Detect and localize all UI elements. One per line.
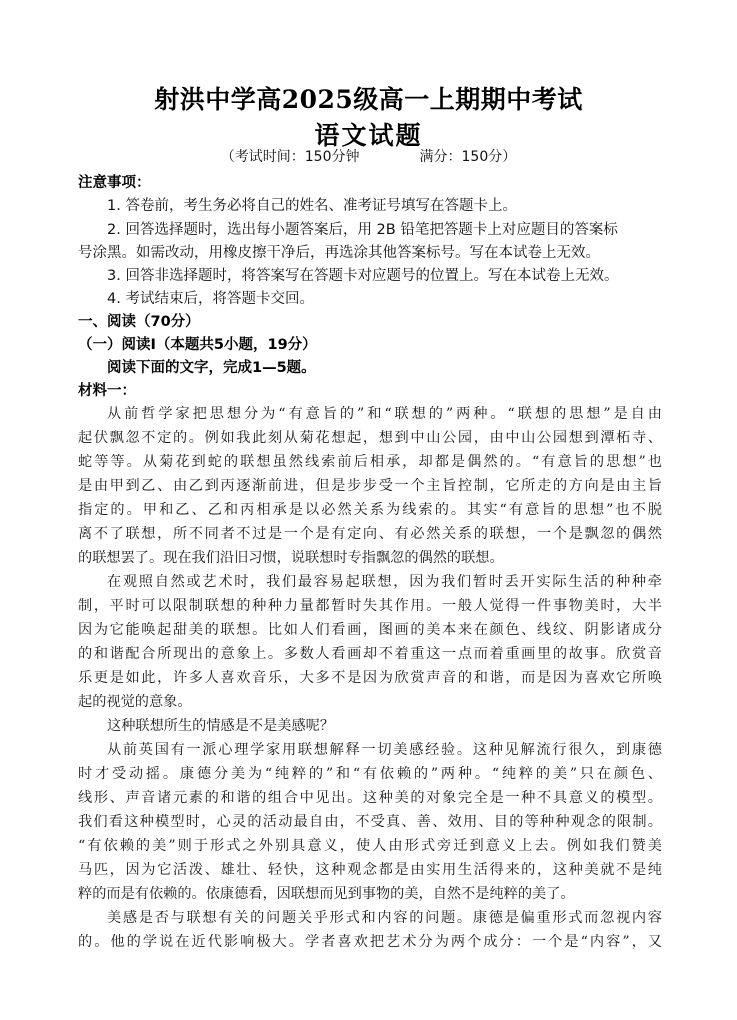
- passage-line: 线形、声音诸元素的和谐的组合中见出。这种美的对象完全是一种不具意义的模型。: [78, 790, 662, 806]
- exam-meta: [0, 146, 737, 166]
- passage-line: 这种联想所生的情感是不是美感呢？: [107, 718, 335, 734]
- notes-heading: 注意事项：: [78, 175, 151, 191]
- passage-line: 马匹，因为它活泼、雄壮、轻快，这种观念都是由实用生活得来的，这种美就不是纯: [78, 862, 662, 878]
- passage-line: 因为它能唤起甜美的联想。比如人们看画，图画的美本来在颜色、线纹、阴影诸成分: [78, 622, 662, 638]
- passage-line: 乐更是如此，许多人喜欢音乐，大多不是因为欣赏声音的和谐，而是因为喜欢它所唤: [78, 670, 662, 686]
- passage-line: 的联想罢了。现在我们沿旧习惯，说联想时专指飘忽的偶然的联想。: [78, 550, 504, 566]
- passage-line: 是由甲到乙、由乙到丙逐渐前进，但是步步受一个主旨控制，它所走的方向是由主旨: [78, 478, 662, 494]
- passage-line: 蛇等等。从菊花到蛇的联想虽然线索前后相承，却都是偶然的。“有意旨的思想”也: [78, 454, 662, 470]
- section-heading: 一、阅读（70分）: [78, 314, 200, 330]
- exam-score: 满分：150分）: [419, 149, 517, 165]
- passage-line: 时才受动摇。康德分美为“纯粹的”和“有依赖的”两种。“纯粹的美”只在颜色、: [78, 766, 662, 782]
- passage-line: 的和谐配合所现出的意象上。多数人看画却不着重这一点而着重画里的故事。欣赏音: [78, 646, 662, 662]
- passage-line: 起伏飘忽不定的。例如我此刻从菊花想起，想到中山公园，由中山公园想到潭柘寺、: [78, 430, 662, 446]
- passage-line: 我们看这种模型时，心灵的活动最自由，不受真、善、效用、目的等种种观念的限制。: [78, 814, 662, 830]
- note-item: 2. 回答选择题时，选出每小题答案后，用 2B 铅笔把答题卡上对应题目的答案标: [107, 222, 618, 238]
- passage-line: 离不了联想，所不同者不过是一个是有定向、有必然关系的联想，一个是飘忽的偶然: [78, 526, 662, 542]
- exam-subtitle: 语文试题: [314, 121, 423, 150]
- exam-time: （考试时间：150分钟: [220, 149, 360, 165]
- passage-line: 指定的。甲和乙、乙和丙相承是以必然关系为线索的。其实“有意旨的思想”也不脱: [78, 502, 662, 518]
- passage-line: 起的视觉的意象。: [78, 694, 192, 710]
- passage-line: 制，平时可以限制联想的种种力量都暂时失其作用。一般人觉得一件事物美时，大半: [78, 598, 662, 614]
- passage-line: 从前哲学家把思想分为“有意旨的”和“联想的”两种。“联想的思想”是自由: [107, 406, 662, 422]
- instruction: 阅读下面的文字，完成1—5题。: [107, 360, 316, 376]
- note-item: 3. 回答非选择题时，将答案写在答题卡对应题号的位置上。写在本试卷上无效。: [107, 268, 619, 284]
- exam-title: 射洪中学高2025级高一上期期中考试: [154, 85, 583, 114]
- note-item: 号涂黑。如需改动，用橡皮擦干净后，再选涂其他答案标号。写在本试卷上无效。: [78, 245, 600, 261]
- note-item: 4. 考试结束后，将答题卡交回。: [107, 291, 314, 307]
- passage-line: 美感是否与联想有关的问题关乎形式和内容的问题。康德是偏重形式而忽视内容: [107, 910, 662, 926]
- subsection-heading: （一）阅读Ⅰ（本题共5小题，19分）: [78, 337, 317, 353]
- passage-line: 粹的而是有依赖的。依康德看，因联想而见到事物的美，自然不是纯粹的美了。: [78, 886, 575, 902]
- material-label: 材料一：: [78, 383, 136, 399]
- passage-line: “有依赖的美”则于形式之外别具意义，使人由形式旁迁到意义上去。例如我们赞美: [78, 838, 662, 854]
- passage-line: 从前英国有一派心理学家用联想解释一切美感经验。这种见解流行很久，到康德: [107, 742, 662, 758]
- passage-line: 的。他的学说在近代影响极大。学者喜欢把艺术分为两个成分：一个是“内容”，又: [78, 934, 662, 950]
- passage-line: 在观照自然或艺术时，我们最容易起联想，因为我们暂时丢开实际生活的种种牵: [107, 574, 662, 590]
- note-item: 1. 答卷前，考生务必将自己的姓名、准考证号填写在答题卡上。: [107, 198, 517, 214]
